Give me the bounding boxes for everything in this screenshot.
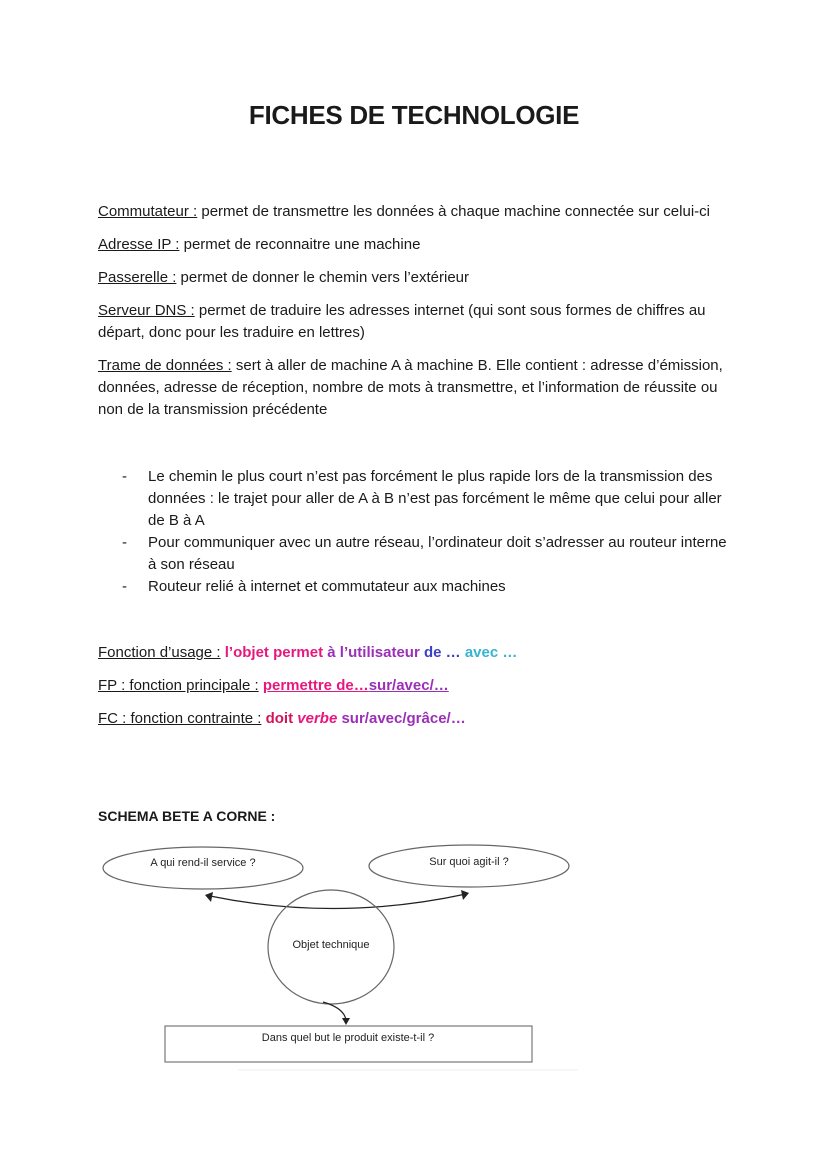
- definition-passerelle: [98, 267, 738, 289]
- bullet-text: Le chemin le plus court n’est pas forcément le plus rapide lors de la transmission des données : le trajet pour aller de A à B n’est pas forcément le même que celui pour aller de B à A: [148, 468, 722, 529]
- definition-serveur-dns: [98, 300, 738, 344]
- function-usage: [98, 642, 738, 664]
- usage-part-user: à l’utilisateur: [327, 644, 420, 661]
- usage-part-de: de …: [423, 644, 461, 661]
- definition-text: permet de traduire les adresses internet (qui sont sous formes de chiffres au départ, donc pour les traduire en lettres): [98, 302, 706, 341]
- bullet-text: Pour communiquer avec un autre réseau, l’ordinateur doit s’adresser au routeur interne à son réseau: [148, 534, 727, 573]
- definition-text: permet de donner le chemin vers l’extérieur: [176, 269, 470, 286]
- definition-term: Passerelle :: [98, 269, 177, 286]
- fp-part-permettre: permettre de…: [262, 677, 369, 694]
- fc-part-sur: sur/avec/grâce/…: [341, 710, 466, 727]
- arrow-left-head: [205, 892, 213, 902]
- right-ellipse-label: Sur quoi agit-il ?: [429, 856, 509, 868]
- fc-part-verbe: verbe: [297, 710, 338, 727]
- schema-title: SCHEMA BETE A CORNE :: [98, 808, 276, 824]
- list-item: [98, 466, 738, 532]
- down-arrow-head: [342, 1018, 350, 1025]
- bullet-marker: -: [122, 468, 127, 485]
- definition-text: sert à aller de machine A à machine B. Elle contient : adresse d’émission, données, adresse de réception, nombre de mots à transmettre, et l’information de réussite ou non de la transmission précédente: [98, 357, 723, 418]
- definition-term: Commutateur :: [98, 203, 198, 220]
- definition-adresse-ip: [98, 234, 738, 256]
- definition-commutateur: [98, 201, 738, 223]
- definition-term: Trame de données :: [98, 357, 232, 374]
- definition-term: Adresse IP :: [98, 236, 180, 253]
- fc-part-doit: doit: [265, 710, 294, 727]
- definition-term: Serveur DNS :: [98, 302, 195, 319]
- left-ellipse-label: A qui rend-il service ?: [150, 857, 256, 869]
- fp-part-sur: sur/avec/…: [368, 677, 449, 694]
- function-contrainte-label: FC : fonction contrainte :: [98, 710, 262, 727]
- bete-a-corne-diagram: [0, 830, 828, 1080]
- bottom-box-label: Dans quel but le produit existe-t-il ?: [261, 1032, 435, 1044]
- bullet-marker: -: [122, 578, 127, 595]
- definition-trame: [98, 355, 738, 421]
- function-usage-label: Fonction d’usage :: [98, 644, 221, 661]
- function-contrainte: [98, 708, 738, 730]
- function-principale-label: FP : fonction principale :: [98, 677, 259, 694]
- definition-text: permet de reconnaitre une machine: [179, 236, 421, 253]
- page-title: FICHES DE TECHNOLOGIE: [248, 100, 580, 130]
- down-arrow-line: [323, 1002, 346, 1020]
- connector-arc: [210, 894, 466, 909]
- list-item: [98, 576, 738, 598]
- center-circle-label: Objet technique: [292, 939, 370, 951]
- arrow-right-head: [461, 890, 469, 900]
- function-principale: [98, 675, 738, 697]
- list-item: [98, 532, 738, 576]
- bullet-list: [98, 466, 738, 598]
- bullet-text: Routeur relié à internet et commutateur aux machines: [148, 578, 506, 595]
- usage-part-object: l’objet permet: [224, 644, 324, 661]
- usage-part-avec: avec …: [464, 644, 518, 661]
- bullet-marker: -: [122, 534, 127, 551]
- definition-text: permet de transmettre les données à chaque machine connectée sur celui-ci: [197, 203, 710, 220]
